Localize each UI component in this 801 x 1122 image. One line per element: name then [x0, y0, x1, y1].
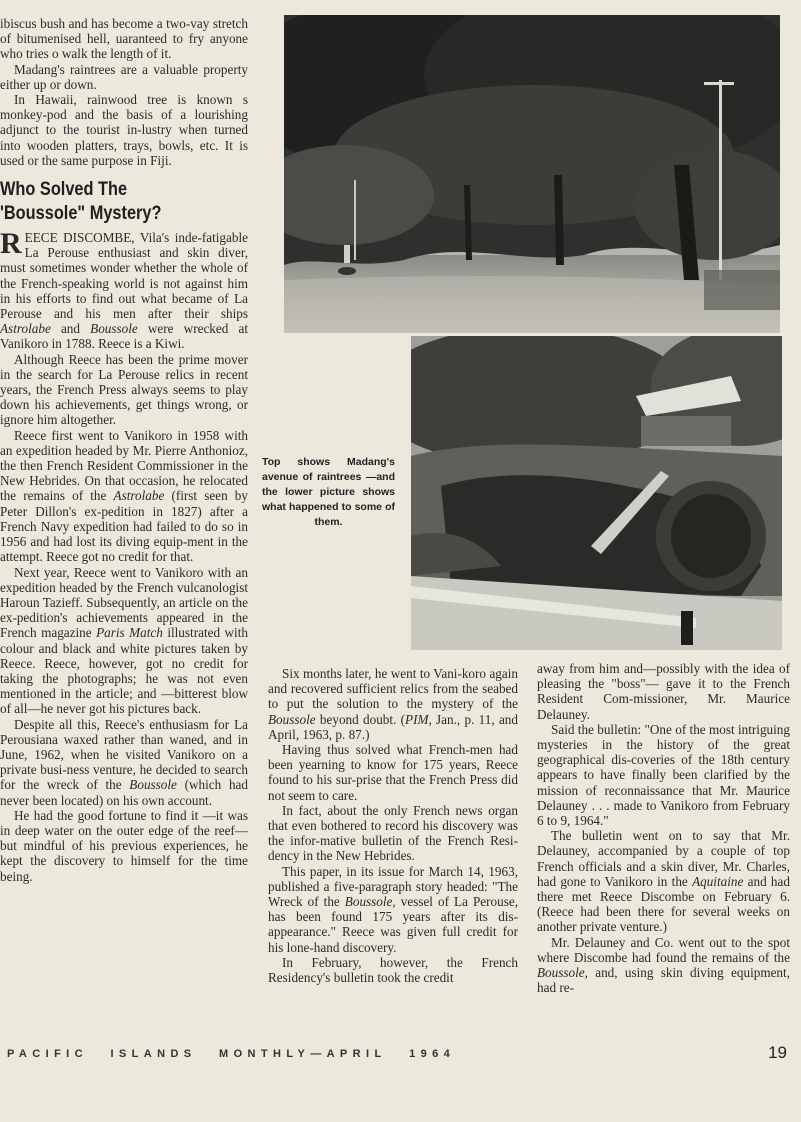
raintree-avenue-illustration	[284, 15, 780, 333]
footer-year: 1964	[409, 1048, 456, 1060]
felled-trees-illustration	[411, 336, 782, 650]
intro-paragraph: ibiscus bush and has become a two-vay stretch of bitumenised hell, uaranteed to fry anyone who tries o walk the length of it.	[0, 16, 248, 62]
felled-raintrees-photo	[411, 336, 782, 650]
article-paragraph: He had the good fortune to find it —it was in deep water on the outer edge of the reef—but mindful of his previous experiences, he kept the discovery to himself for the time being.	[0, 807, 248, 884]
footer-word: ISLANDS	[110, 1048, 197, 1060]
intro-paragraph: In Hawaii, rainwood tree is known s monkey-pod and the basis of a lourishing adjunct to the tourist in-lustry when turned into wooden platters, trays, bowls, etc. It is used or the same purpose in Fiji.	[0, 92, 248, 168]
article-paragraph: Mr. Delauney and Co. went out to the spot where Discombe had found the remains of the Boussole, and, using skin diving equipment, had re-	[537, 934, 790, 996]
article-paragraph: Having thus solved what French-men had been yearning to know for 175 years, Reece found to his sur-prise that the French Press did not seem to care.	[268, 742, 518, 803]
right-column	[537, 661, 790, 995]
raintree-avenue-photo	[284, 15, 780, 333]
heading-line-2: 'Boussole" Mystery?	[0, 203, 162, 225]
article-paragraph: Next year, Reece went to Vanikoro with an expedition headed by the French vulcanologist Haroun Tazieff. Subsequently, an article on the ex-pedition's achievements appeared in the French magazine Paris Match illustrated with colour and black and white pictures taken by Reece. Reece, however, got no credit for taking the photographs; he was not even mentioned in the article; and —bitterest blow of all—he never got his pictures back.	[0, 564, 248, 717]
article-paragraph: away from him and—possibly with the idea of pleasing the "boss"— gave it to the French Resident Com-missioner, Mr. Maurice Delauney.	[537, 661, 790, 722]
article-heading	[0, 178, 213, 226]
article-paragraph: Reece first went to Vanikoro in 1958 with an expedition headed by Mr. Pierre Anthonioz, the then French Resident Commissioner in the New Hebrides. On that occasion, he relocated the remains of the Astrolabe (first seen by Peter Dillon's ex-pedition in 1827) after a French Navy expedition had failed to do so in 1956 and had lost its diving equip-ment in the attempt. Reece got no credit for that.	[0, 427, 248, 565]
article-paragraph: Although Reece has been the prime mover in the search for La Perouse relics in recent years, the French Press always seems to play down his achievements, get things wrong, or ignore him altogether.	[0, 351, 248, 428]
left-column	[0, 16, 248, 884]
article-paragraph: In February, however, the French Residency's bulletin took the credit	[268, 954, 518, 986]
article-paragraph: Despite all this, Reece's enthusiasm for La Perousiana waxed rather than waned, and in June, 1962, when he visited Vanikoro on a private busi-ness venture, he decided to search for the wreck of the Boussole (which had never been located) on his own account.	[0, 716, 248, 808]
article-paragraph: REECE DISCOMBE, Vila's inde-fatigable La Perouse enthusiast and skin diver, must sometimes wonder whether the whole of the French-speaking world is not against him in his efforts to find out what became of La Perouse and his men after their ships Astrolabe and Boussole were wrecked at Vanikoro in 1788. Reece is a Kiwi.	[0, 227, 248, 352]
photo-caption: Top shows Madang's avenue of raintrees —and the lower picture shows what happened to some of them.	[262, 456, 395, 528]
page-number: 19	[768, 1043, 787, 1062]
heading-line-1: Who Solved The	[0, 179, 128, 201]
intro-paragraph: Madang's raintrees are a valuable property either up or down.	[0, 61, 248, 92]
article-paragraph: Said the bulletin: "One of the most intriguing mysteries in the history of the great geographical dis-coveries of the 18th century appears to have finally been clarified by the mission of reconnaissance that Mr. Maurice Delauney . . . made to Vanikoro from February 6 to 9, 1964."	[537, 721, 790, 829]
footer-word: MONTHLY—APRIL	[219, 1048, 387, 1060]
page-footer	[7, 1048, 537, 1060]
article-paragraph: Six months later, he went to Vani-koro again and recovered sufficient relics from the seabed to put the solution to the mystery of the Boussole beyond doubt. (PIM, Jan., p. 11, and April, 1963, p. 87.)	[268, 666, 518, 742]
article-paragraph: In fact, about the only French news organ that even bothered to record his discovery was the infor-mative bulletin of the French Resi-dency in the New Hebrides.	[268, 802, 518, 864]
middle-column	[268, 666, 518, 985]
article-paragraph: The bulletin went on to say that Mr. Delauney, accompanied by a couple of top French officials and a skin diver, Mr. Charles, had gone to Vanikoro in the Aquitaine and had there met Reece Discombe on February 6. (Reece had been there for several weeks on another private venture.)	[537, 828, 790, 935]
footer-word: PACIFIC	[7, 1048, 88, 1060]
article-paragraph: This paper, in its issue for March 14, 1963, published a five-paragraph story headed: "The Wreck of the Boussole, vessel of La Perouse, has been found 175 years after its dis-appearance." Reece was given full credit for his lone-hand discovery.	[268, 863, 518, 955]
drop-cap: R	[0, 227, 22, 261]
